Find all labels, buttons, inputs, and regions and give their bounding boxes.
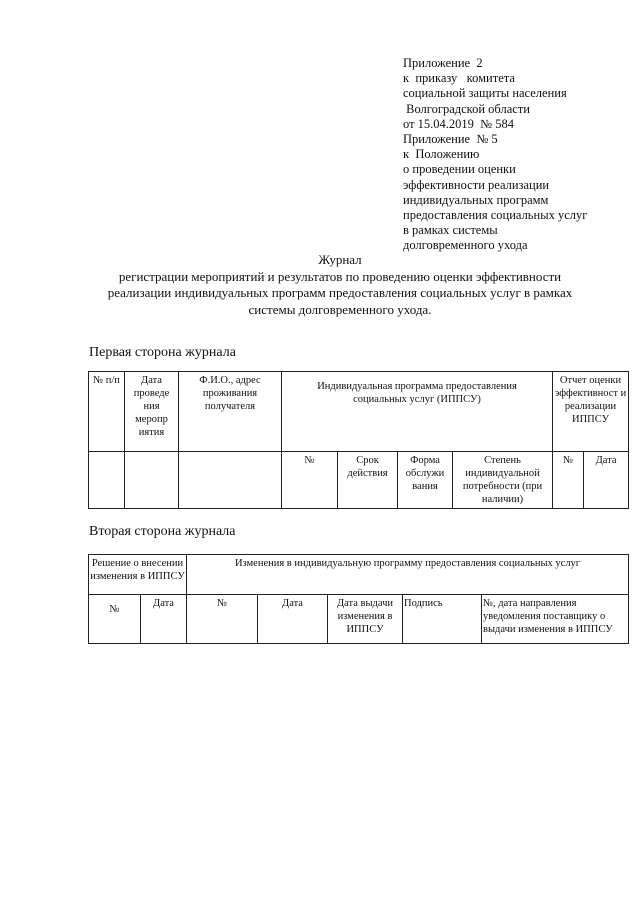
col-header-report: Отчет оценки эффективност и реализации ИППСУ	[553, 372, 629, 452]
document-title	[60, 252, 620, 318]
sub-header-report-date: Дата	[584, 452, 629, 509]
sub-header-signature: Подпись	[403, 595, 482, 644]
appendix-line: Приложение № 5	[403, 132, 498, 147]
title-heading: Журнал	[318, 252, 362, 267]
sub-header-report-num: №	[553, 452, 584, 509]
table-cell	[179, 452, 282, 509]
appendix-line: о проведении оценки	[403, 162, 516, 177]
appendix-header	[403, 56, 587, 254]
col-header-changes: Изменения в индивидуальную программу предоставления социальных услуг	[187, 555, 629, 595]
appendix-line: Волгоградской области	[403, 101, 530, 116]
appendix-line: предоставления социальных услуг	[403, 208, 588, 223]
table-cell	[89, 452, 125, 509]
sub-header-form: Форма обслужи вания	[398, 452, 453, 509]
journal-table-first	[88, 371, 629, 509]
col-header-decision: Решение о внесении изменения в ИППСУ	[89, 555, 187, 595]
appendix-line: индивидуальных программ	[403, 192, 549, 207]
appendix-line: Приложение 2	[403, 56, 483, 70]
title-line: регистрации мероприятий и результатов по проведению оценки эффективности	[118, 268, 562, 284]
appendix-line: социальной защиты населения	[403, 86, 567, 101]
section-second-side: Вторая сторона журнала	[89, 524, 236, 539]
sub-header-term: Срок действия	[338, 452, 398, 509]
sub-header-notice: №, дата направления уведомления поставщику о выдачи изменения в ИППСУ	[482, 595, 629, 644]
col-header-num: № п/п	[89, 372, 125, 452]
appendix-line: от 15.04.2019 № 584	[403, 116, 514, 131]
col-header-date: Дата проведе ния меропр иятия	[125, 372, 179, 452]
col-header-ippsu: Индивидуальная программа предоставления социальных услуг (ИППСУ)	[282, 372, 553, 452]
appendix-line: к Положению	[403, 147, 480, 162]
appendix-line: долговременного ухода	[403, 238, 528, 253]
col-header-fio: Ф.И.О., адрес проживания получателя	[179, 372, 282, 452]
sub-header-num: №	[282, 452, 338, 509]
sub-header-issue-date: Дата выдачи изменения в ИППСУ	[328, 595, 403, 644]
section-first-side: Первая сторона журнала	[89, 345, 236, 360]
sub-header-change-num: №	[187, 595, 258, 644]
sub-header-degree: Степень индивидуальной потребности (при наличии)	[453, 452, 553, 509]
appendix-line: эффективности реализации	[403, 177, 550, 192]
title-line: реализации индивидуальных программ предоставления социальных услуг в рамках	[107, 285, 573, 300]
appendix-line: к приказу комитета	[403, 71, 515, 86]
appendix-line: в рамках системы	[403, 223, 498, 238]
sub-header-change-date: Дата	[258, 595, 328, 644]
title-line: системы долговременного ухода.	[248, 301, 432, 317]
sub-header-decision-num: №	[89, 595, 141, 644]
sub-header-decision-date: Дата	[141, 595, 187, 644]
journal-table-second	[88, 554, 629, 644]
table-cell	[125, 452, 179, 509]
